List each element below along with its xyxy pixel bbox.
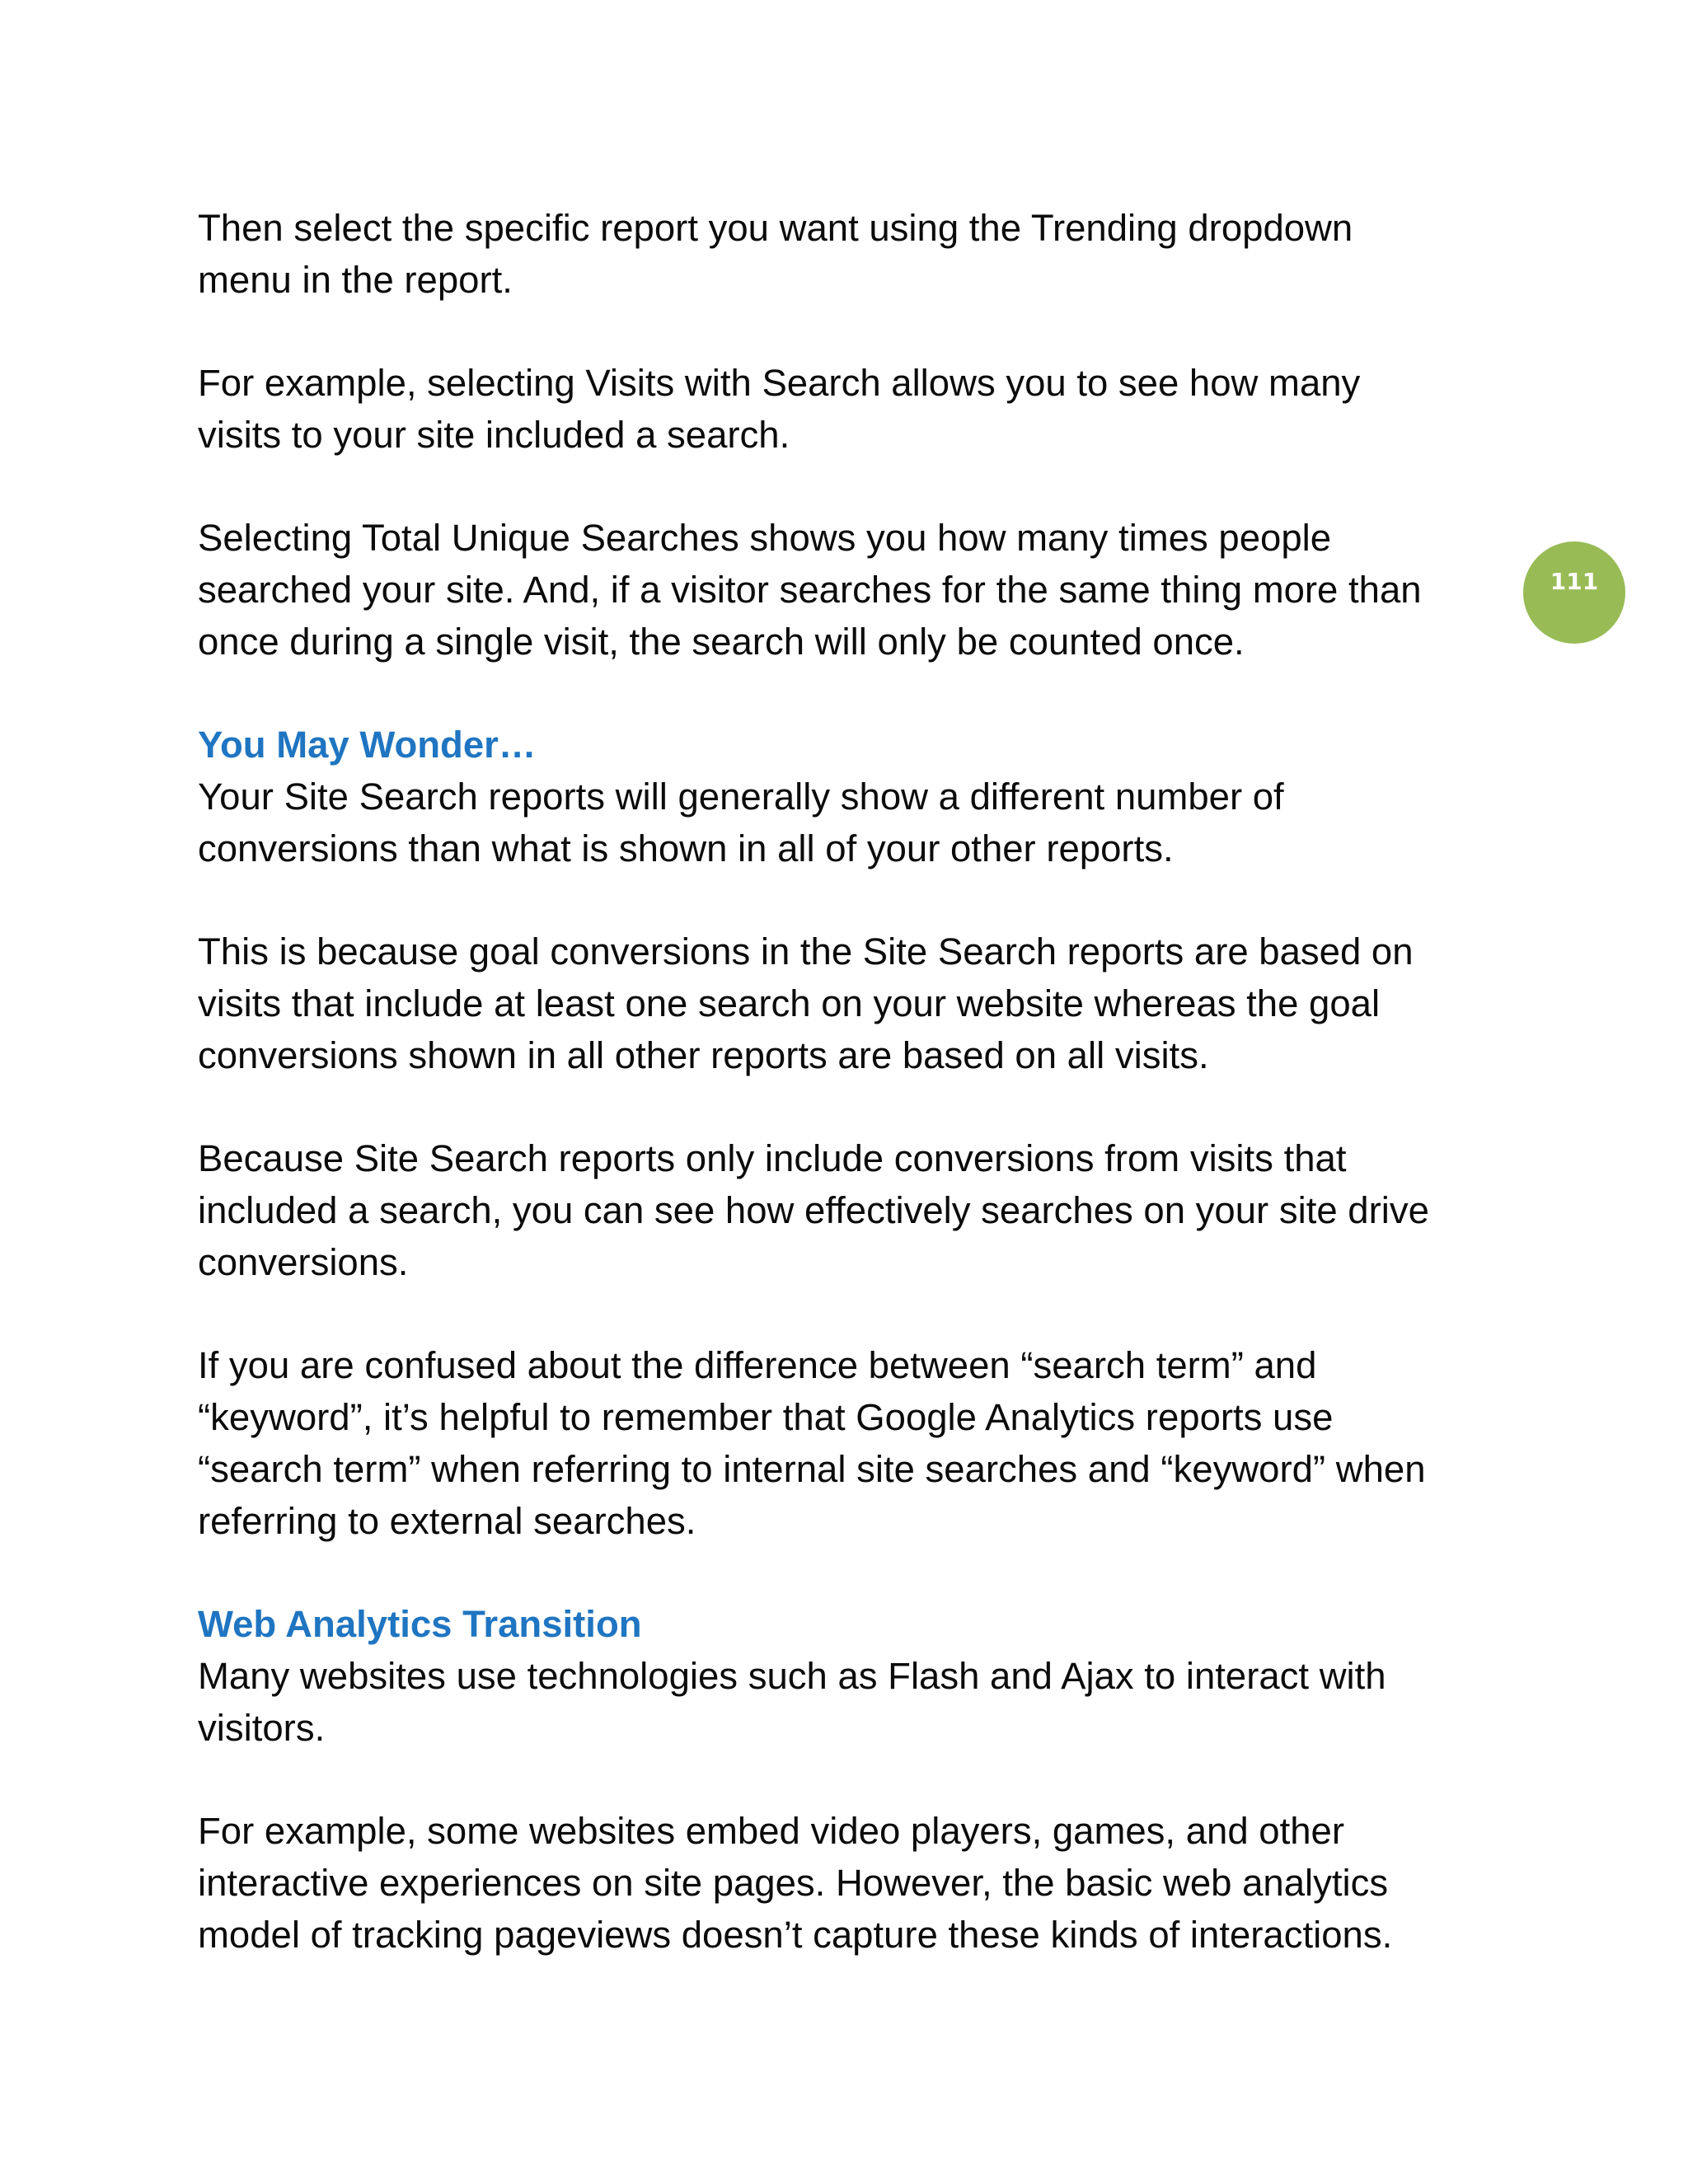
page-number: 111 — [1550, 568, 1599, 595]
heading-web-analytics-transition: Web Analytics Transition — [198, 1603, 642, 1645]
paragraph-visits-with-search: For example, selecting Visits with Search allows you to see how many visits to your site included a search. — [198, 362, 1361, 456]
paragraph-goal-conversions-basis: This is because goal conversions in the Site Search reports are based on visits that include at least one search on your website whereas the goal conversions shown in all other reports are based on all visits. — [198, 930, 1414, 1076]
heading-you-may-wonder: You May Wonder… — [198, 724, 537, 766]
paragraph-flash-ajax: Many websites use technologies such as Flash and Ajax to interact with visitors. — [198, 1655, 1386, 1749]
paragraph-total-unique-searches: Selecting Total Unique Searches shows you how many times people searched your site. And, if a visitor searches for the same thing more than once during a single visit, the search will only be counted once. — [198, 517, 1422, 663]
paragraph-conversions-difference: Your Site Search reports will generally show a different number of conversions than what is shown in all of your other reports. — [198, 776, 1284, 869]
paragraph-search-effectiveness: Because Site Search reports only include conversions from visits that included a search, you can see how effectively searches on your site drive conversions. — [198, 1137, 1429, 1283]
paragraph-trending-dropdown: Then select the specific report you want using the Trending dropdown menu in the report. — [198, 207, 1353, 301]
paragraph-search-term-vs-keyword: If you are confused about the difference between “search term” and “keyword”, it’s helpful to remember that Google Analytics reports use “search term” when referring to internal site searches and “keyword” when referring to external searches. — [198, 1344, 1426, 1542]
page-content — [198, 202, 1484, 2012]
page-number-badge — [1523, 541, 1625, 644]
paragraph-interactive-experiences: For example, some websites embed video players, games, and other interactive experiences on site pages. However, the basic web analytics model of tracking pageviews doesn’t capture these kinds of interactions. — [198, 1810, 1393, 1956]
